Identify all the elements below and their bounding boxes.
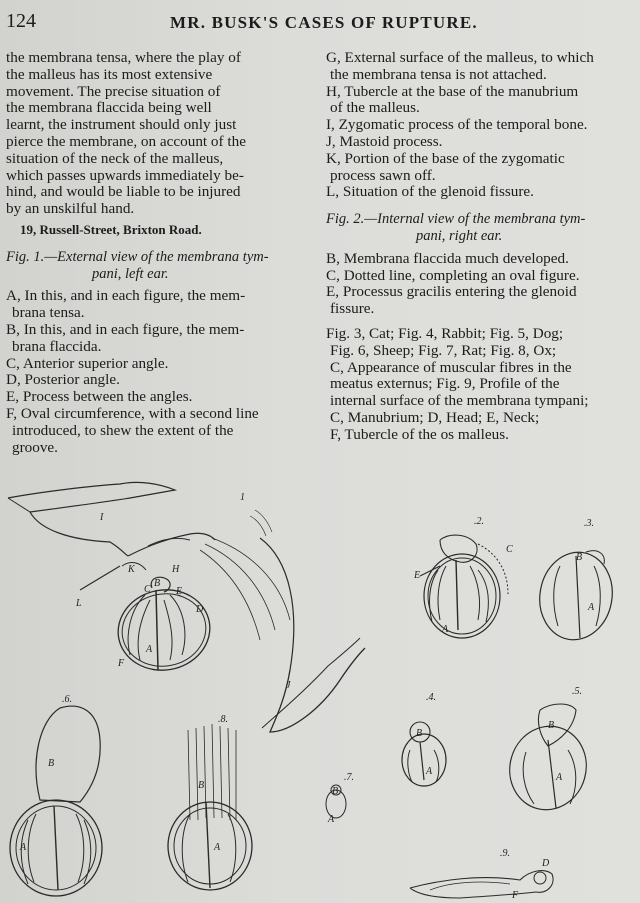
fig1-label: 1 [240, 492, 245, 503]
text-line: the malleus has its most extensive [6, 65, 213, 83]
fig3-label: B [576, 552, 583, 563]
figure-3-labels [576, 518, 595, 613]
legend-item: G, External surface of the malleus, to which [326, 49, 594, 66]
legend-item: H, Tubercle at the base of the manubrium [326, 82, 579, 100]
legend-item: C, Anterior superior angle. [6, 354, 169, 372]
fig7-label: A [328, 814, 335, 825]
fig1-label: K [128, 564, 135, 575]
text-line: pierce the membrane, on account of the [6, 132, 246, 150]
fig2-legend [326, 251, 630, 318]
legend-item: groove. [12, 438, 58, 456]
legend-item: C, Appearance of muscular fibres in the [330, 358, 572, 376]
fig3-label: A [588, 602, 595, 613]
legend-item: brana tensa. [12, 304, 85, 322]
fig1-legend [6, 288, 306, 456]
figure-6 [10, 706, 102, 896]
figure-6-labels [19, 694, 72, 853]
legend-item: of the malleus. [330, 99, 420, 117]
legend-item: process sawn off. [330, 166, 436, 184]
figure-9 [410, 871, 553, 898]
fig9-label: .9. [500, 848, 510, 859]
fig9-label: D [542, 858, 550, 869]
legend-item: E, Process between the angles. [6, 388, 193, 406]
text-line: the membrana tensa, where the play of [6, 49, 241, 66]
legend-item: E, Processus gracilis entering the glenoid [326, 283, 577, 301]
fig7-label: B [332, 786, 339, 797]
fig1-caption [6, 249, 306, 283]
fig1-label: H [172, 564, 180, 575]
fig2-caption-line: Fig. 2.—Internal view of the membrana tym- [326, 211, 586, 228]
fig8-label: B [198, 780, 205, 791]
figure-8 [168, 724, 252, 890]
legend-item: F, Tubercle of the os malleus. [330, 425, 509, 443]
fig6-label: A [20, 842, 27, 853]
figure-5-labels [548, 686, 582, 783]
legend-item: Fig. 6, Sheep; Fig. 7, Rat; Fig. 8, Ox; [330, 341, 557, 359]
running-title: MR. BUSK'S CASES OF RUPTURE. [170, 13, 478, 32]
fig2-label: E [414, 570, 421, 581]
legend-item: internal surface of the membrana tympani; [330, 392, 589, 410]
fig5-label: A [556, 772, 563, 783]
fig7-label: .7. [344, 772, 354, 783]
legend-item: A, In this, and in each figure, the mem- [6, 287, 246, 305]
fig2-caption [326, 211, 630, 245]
fig1-caption-line: Fig. 1.—External view of the membrana tym- [6, 248, 269, 265]
running-header [6, 10, 634, 36]
figure-4 [402, 722, 446, 786]
figure-2 [420, 535, 508, 638]
legend-item: L, Situation of the glenoid fissure. [326, 183, 534, 201]
fig1-label: F [118, 658, 125, 669]
fig1-label: E [176, 586, 183, 597]
legend-item: B, In this, and in each figure, the mem- [6, 320, 245, 338]
text-line: movement. The precise situation of [6, 82, 221, 100]
fig1-label: J [286, 680, 291, 691]
fig1-label: D [196, 604, 204, 615]
fig9-label: F [512, 890, 519, 901]
figure-2-labels [413, 516, 513, 635]
legend-item: J, Mastoid process. [326, 132, 443, 150]
fig6-label: B [48, 758, 55, 769]
legend-item: meatus externus; Fig. 9, Profile of the [330, 375, 560, 393]
fig6-label: .6. [62, 694, 72, 705]
fig2-label: .2. [474, 516, 484, 527]
fig4-label: .4. [426, 692, 436, 703]
fig4-label: B [416, 728, 423, 739]
legend-item: introduced, to shew the extent of the [12, 421, 234, 439]
right-column [326, 50, 630, 444]
fig1-label: C [144, 584, 151, 595]
text-line: the membrana flaccida being well [6, 99, 212, 117]
body-paragraph [6, 50, 306, 218]
author-address: 19, Russell-Street, Brixton Road. [20, 221, 202, 237]
text-line: situation of the neck of the malleus, [6, 149, 224, 167]
fig3-9-legend [326, 326, 630, 444]
fig1-label: B [154, 578, 161, 589]
fig2-label: C [506, 544, 513, 555]
fig1-caption-line: pani, left ear. [92, 265, 169, 282]
legend-item: D, Posterior angle. [6, 371, 120, 389]
legend-item: fissure. [330, 300, 375, 318]
legend-item: F, Oval circumference, with a second line [6, 404, 259, 422]
left-column [6, 50, 306, 456]
legend-item: C, Manubrium; D, Head; E, Neck; [330, 408, 540, 426]
text-line: learnt, the instrument should only just [6, 116, 237, 134]
page-number: 124 [6, 10, 36, 32]
fig3-label: .3. [584, 518, 594, 529]
fig1-label: A [146, 644, 153, 655]
fig1-label: I [100, 512, 104, 523]
fig8-label: .8. [218, 714, 228, 725]
legend-item: I, Zygomatic process of the temporal bone. [326, 116, 588, 134]
fig1-legend-continued [326, 50, 630, 201]
text-line: which passes upwards immediately be- [6, 166, 244, 184]
fig2-caption-line: pani, right ear. [416, 227, 503, 244]
text-line: by an unskilful hand. [6, 200, 135, 218]
legend-item: Fig. 3, Cat; Fig. 4, Rabbit; Fig. 5, Dog; [326, 324, 564, 342]
legend-item: K, Portion of the base of the zygomatic [326, 149, 565, 167]
text-line: hind, and would be liable to be injured [6, 183, 241, 201]
legend-item: C, Dotted line, completing an oval figure. [326, 266, 580, 284]
fig5-label: .5. [572, 686, 582, 697]
fig4-label: A [426, 766, 433, 777]
anatomical-plate [0, 470, 640, 903]
fig2-label: A [442, 624, 449, 635]
legend-item: brana flaccida. [12, 337, 102, 355]
fig1-label: L [76, 598, 82, 609]
fig5-label: B [548, 720, 555, 731]
legend-item: the membrana tensa is not attached. [330, 65, 547, 83]
fig8-label: A [214, 842, 221, 853]
legend-item: B, Membrana flaccida much developed. [326, 249, 569, 267]
